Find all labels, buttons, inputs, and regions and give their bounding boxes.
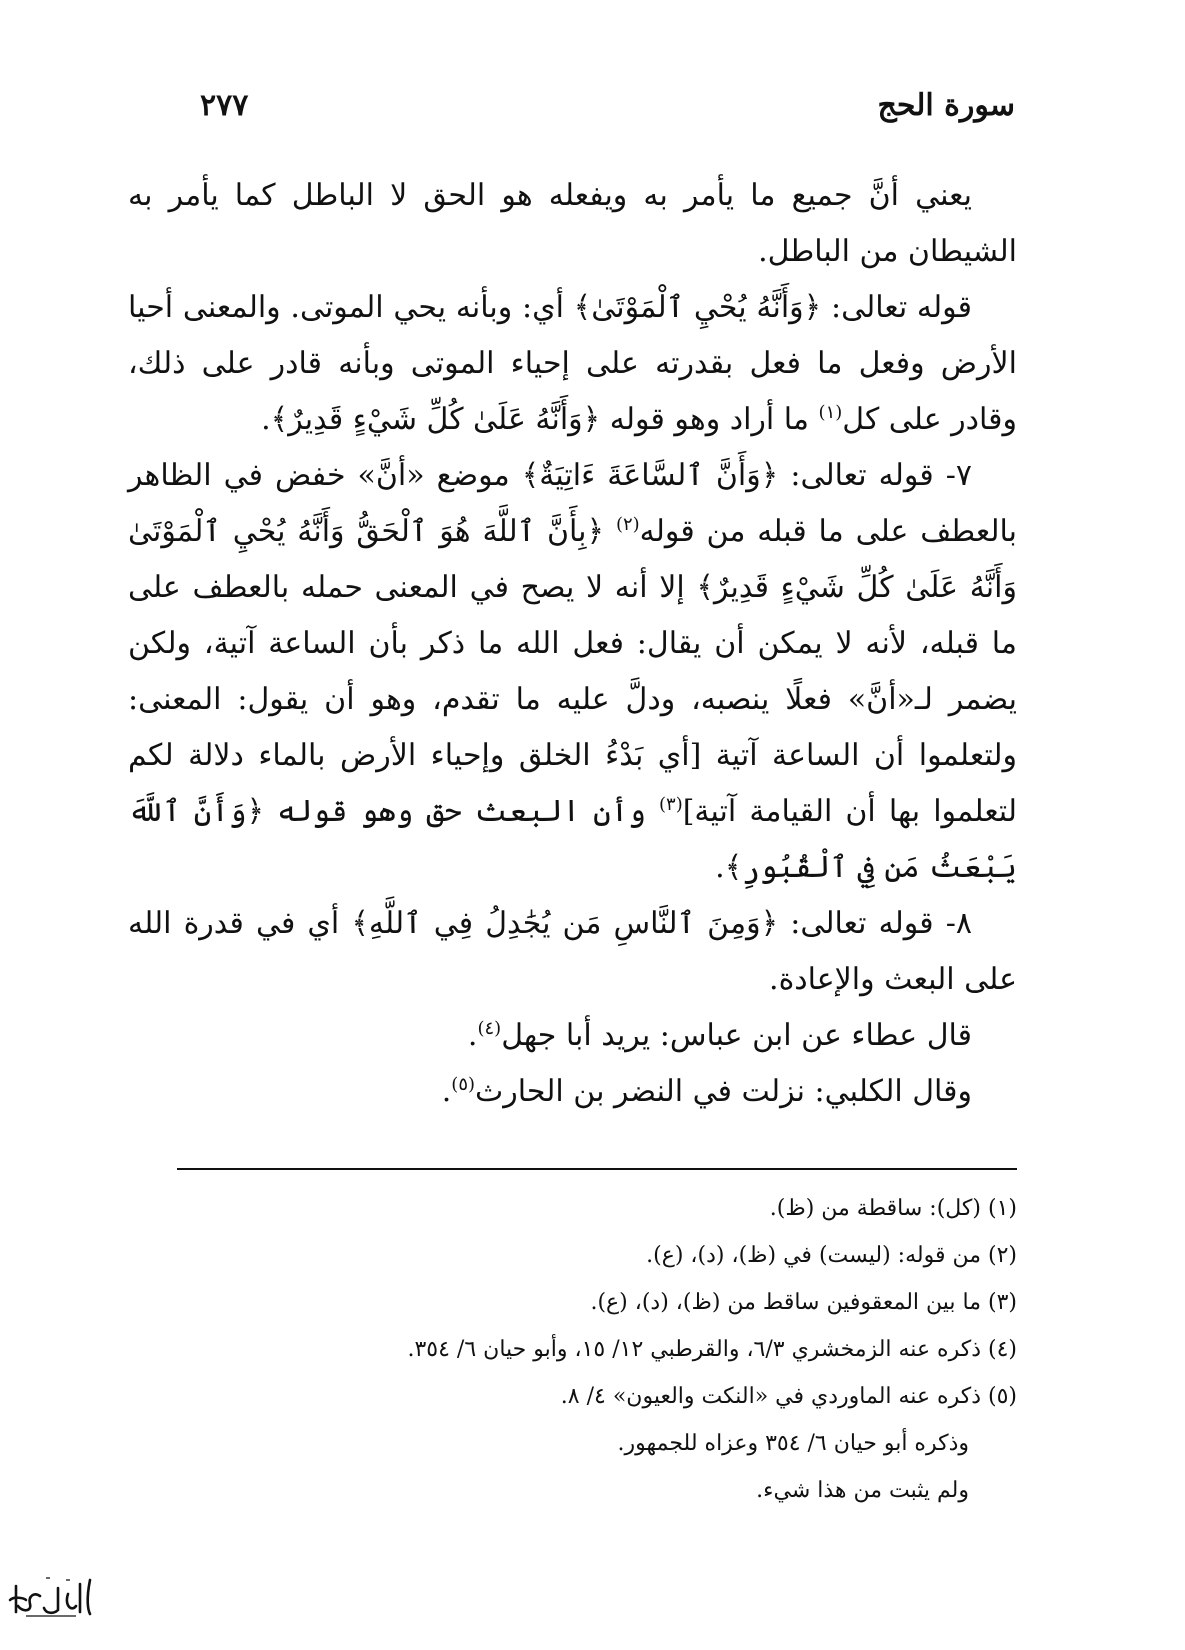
quran-verse: ﴿وَأَنَّهُ عَلَىٰ كُلِّ شَيْءٍ قَدِيرٌ﴾ bbox=[270, 402, 601, 437]
footnote-3: (٣) ما بين المعقوفين ساقط من (ظ)، (د)، (ع). bbox=[590, 1290, 1017, 1315]
footnote-ref: (٣) bbox=[658, 794, 683, 815]
paragraph-1: يعني أنَّ جميع ما يأمر به ويفعله هو الحق لا الباطل كما يأمر به الشيطان من الباطل. bbox=[128, 178, 1017, 269]
text-run: أي في قدرة الله على البعث والإعادة. bbox=[128, 906, 1017, 997]
footnote-2: (٢) من قوله: (ليست) في (ظ)، (د)، (ع). bbox=[646, 1243, 1017, 1268]
paragraph-6 bbox=[128, 1064, 1017, 1120]
footnote-ref: (٤) bbox=[477, 1018, 502, 1039]
footnote-5: (٥) ذكره عنه الماوردي في «النكت والعيون» ٤/ ٨. bbox=[560, 1384, 1017, 1409]
paragraph-3 bbox=[128, 448, 1017, 896]
footnote-1: (١) (كل): ساقطة من (ظ). bbox=[769, 1196, 1017, 1221]
quran-verse: ﴿بِأَنَّ ٱللَّهَ هُوَ ٱلْحَقُّ وَأَنَّهُ يُحْيِ ٱلْمَوْتَىٰ وَأَنَّهُ عَلَىٰ كُلِّ شَيْءٍ قَدِيرٌ﴾ bbox=[128, 514, 1017, 605]
quran-verse: ﴿وَأَنَّ ٱلسَّاعَةَ ءَاتِيَةٌ﴾ bbox=[521, 458, 779, 493]
footnotes bbox=[128, 1185, 1017, 1514]
text-run: وأن البعث حق وهو قوله bbox=[264, 794, 659, 829]
text-run: ٨- قوله تعالى: bbox=[778, 906, 973, 941]
quran-verse: ﴿وَأَنَّهُ يُحْيِ ٱلْمَوْتَىٰ﴾ bbox=[573, 290, 822, 325]
paragraph-2 bbox=[128, 280, 1017, 448]
page-header bbox=[200, 88, 1015, 128]
page-number: ٢٧٧ bbox=[200, 88, 249, 123]
text-run: . bbox=[715, 850, 725, 885]
text-run: . bbox=[467, 1018, 478, 1053]
footnote-5-continuation: ولم يثبت من هذا شيء. bbox=[756, 1478, 969, 1503]
text-run: ٧- قوله تعالى: bbox=[778, 458, 972, 493]
text-run: أي: وبأنه يحي الموتى. والمعنى أحيا الأرض وفعل ما فعل بقدرته على إحياء الموتى وبأنه قادر على ذلك، وقادر على كل bbox=[128, 290, 1017, 437]
surah-title: سورة الحج bbox=[877, 88, 1015, 123]
paragraph-4 bbox=[128, 896, 1017, 1008]
text-run: وقال الكلبي: نزلت في النضر بن الحارث bbox=[475, 1074, 972, 1109]
text-run: قال عطاء عن ابن عباس: يريد أبا جهل bbox=[501, 1018, 972, 1053]
main-text bbox=[128, 168, 1017, 1120]
text-run: موضع «أنَّ» خفض في الظاهر بالعطف على ما قبله من قوله bbox=[128, 458, 1017, 549]
quran-verse: ﴿وَأَنَّ ٱللَّهَ يَبْعَثُ مَن فِي ٱلْقُبُورِ﴾ bbox=[128, 794, 1017, 885]
text-run: قوله تعالى: bbox=[821, 290, 972, 325]
text-run: إلا أنه لا يصح في المعنى حمله بالعطف على ما قبله، لأنه لا يمكن أن يقال: فعل الله ما ذكر بأن الساعة آتية، ولكن يضمر لـ«أنَّ» فعلًا ينصبه، ودلَّ عليه ما تقدم، وهو أن يقول: المعنى: ولتعلموا أن الساعة آتية [أي بَدْءُ الخلق وإحياء الأرض بالماء دلالة لكم لتعلموا بها أن القيامة آتية] bbox=[128, 570, 1017, 829]
quran-verse: ﴿وَمِنَ ٱلنَّاسِ مَن يُجَٰدِلُ فِي ٱللَّهِ﴾ bbox=[351, 906, 779, 941]
footnote-ref: (٥) bbox=[451, 1074, 476, 1095]
footnote-divider bbox=[177, 1168, 1017, 1170]
text-run: . bbox=[261, 402, 271, 437]
footnote-ref: (٢) bbox=[615, 514, 640, 535]
library-stamp-logo bbox=[6, 1570, 98, 1622]
footnote-4: (٤) ذكره عنه الزمخشري ٦/٣، والقرطبي ١٢/ ١٥، وأبو حيان ٦/ ٣٥٤. bbox=[407, 1337, 1017, 1362]
text-run: ما أراد وهو قوله bbox=[600, 402, 819, 437]
footnote-5-continuation: وذكره أبو حيان ٦/ ٣٥٤ وعزاه للجمهور. bbox=[617, 1431, 969, 1456]
paragraph-5 bbox=[128, 1008, 1017, 1064]
footnote-ref: (١) bbox=[818, 402, 843, 423]
text-run: . bbox=[441, 1074, 452, 1109]
